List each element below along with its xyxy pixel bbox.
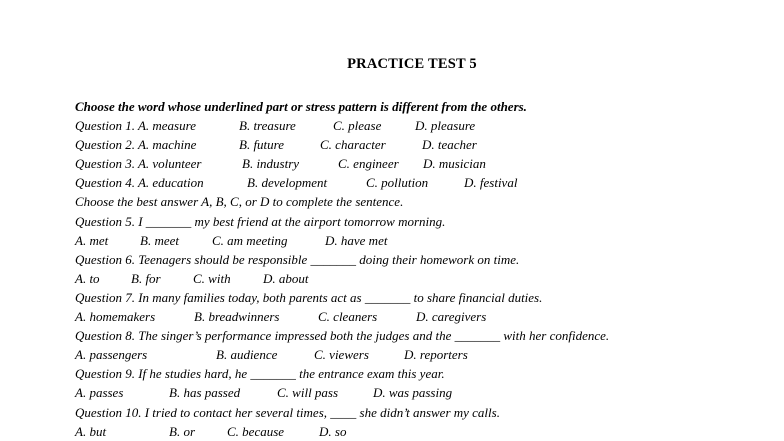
question-2-option-d: D. teacher <box>422 137 477 153</box>
question-6-option-a: A. to <box>75 270 100 286</box>
question-2-option-b: B. future <box>239 137 285 153</box>
question-9-option-a: A. passes <box>75 385 124 401</box>
question-10-stem: Question 10. I tried to contact her several times, ____ she didn’t answer my calls. <box>75 404 500 420</box>
instruction-pronunciation: Choose the word whose underlined part or stress pattern is different from the others. <box>75 99 527 114</box>
question-8-stem: Question 8. The singer’s performance impressed both the judges and the _______ with her confidence. <box>75 328 610 344</box>
question-3-option-a: Question 3. A. volunteer <box>75 156 202 172</box>
question-9-option-c: C. will pass <box>277 385 339 401</box>
question-9-options <box>75 383 609 402</box>
question-10-options <box>75 422 609 441</box>
question-3-option-c: C. engineer <box>338 156 399 172</box>
question-6-option-b: B. for <box>131 270 161 286</box>
question-6-option-d: D. about <box>263 270 309 286</box>
question-7-option-d: D. caregivers <box>416 309 487 325</box>
question-3-option-d: D. musician <box>423 156 486 172</box>
question-8-option-b: B. audience <box>216 347 278 363</box>
question-1 <box>75 116 609 135</box>
question-2-option-a: Question 2. A. machine <box>75 137 197 153</box>
question-4-option-a: Question 4. A. education <box>75 175 204 191</box>
question-2 <box>75 135 609 154</box>
question-7-option-a: A. homemakers <box>75 309 156 325</box>
question-7-option-b: B. breadwinners <box>194 309 280 325</box>
question-7-options <box>75 307 609 326</box>
question-1-option-c: C. please <box>333 118 382 134</box>
question-7-option-c: C. cleaners <box>318 309 378 325</box>
question-4-option-d: D. festival <box>464 175 518 191</box>
question-8-option-d: D. reporters <box>404 347 468 363</box>
question-1-option-a: Question 1. A. measure <box>75 118 196 134</box>
question-10-option-b: B. or <box>169 423 195 439</box>
question-5-option-a: A. met <box>75 232 109 248</box>
question-5-option-c: C. am meeting <box>212 232 288 248</box>
question-9-stem: Question 9. If he studies hard, he _______ the entrance exam this year. <box>75 366 445 382</box>
question-9-option-b: B. has passed <box>169 385 241 401</box>
question-6-option-c: C. with <box>193 270 231 286</box>
question-8-option-a: A. passengers <box>75 347 148 363</box>
question-5-stem: Question 5. I _______ my best friend at the airport tomorrow morning. <box>75 213 446 229</box>
instruction-grammar: Choose the best answer A, B, C, or D to complete the sentence. <box>75 194 404 210</box>
question-5-option-b: B. meet <box>140 232 179 248</box>
question-10-option-a: A. but <box>75 423 107 439</box>
question-5-options <box>75 231 609 250</box>
question-4-option-c: C. pollution <box>366 175 429 191</box>
question-8-option-c: C. viewers <box>314 347 369 363</box>
question-5-option-d: D. have met <box>325 232 388 248</box>
question-3 <box>75 154 609 173</box>
question-6-options <box>75 269 609 288</box>
page-title: PRACTICE TEST 5 <box>347 56 477 72</box>
question-9-option-d: D. was passing <box>373 385 453 401</box>
question-3-option-b: B. industry <box>242 156 300 172</box>
question-2-option-c: C. character <box>320 137 386 153</box>
question-4-option-b: B. development <box>247 175 328 191</box>
question-1-option-d: D. pleasure <box>415 118 476 134</box>
question-10-option-d: D. so <box>319 423 347 439</box>
question-7-stem: Question 7. In many families today, both parents act as _______ to share financial duties. <box>75 289 543 305</box>
question-1-option-b: B. treasure <box>239 118 296 134</box>
test-content <box>75 97 609 441</box>
question-8-options <box>75 345 609 364</box>
question-6-stem: Question 6. Teenagers should be responsible _______ doing their homework on time. <box>75 251 520 267</box>
question-10-option-c: C. because <box>227 423 285 439</box>
question-4 <box>75 173 609 192</box>
